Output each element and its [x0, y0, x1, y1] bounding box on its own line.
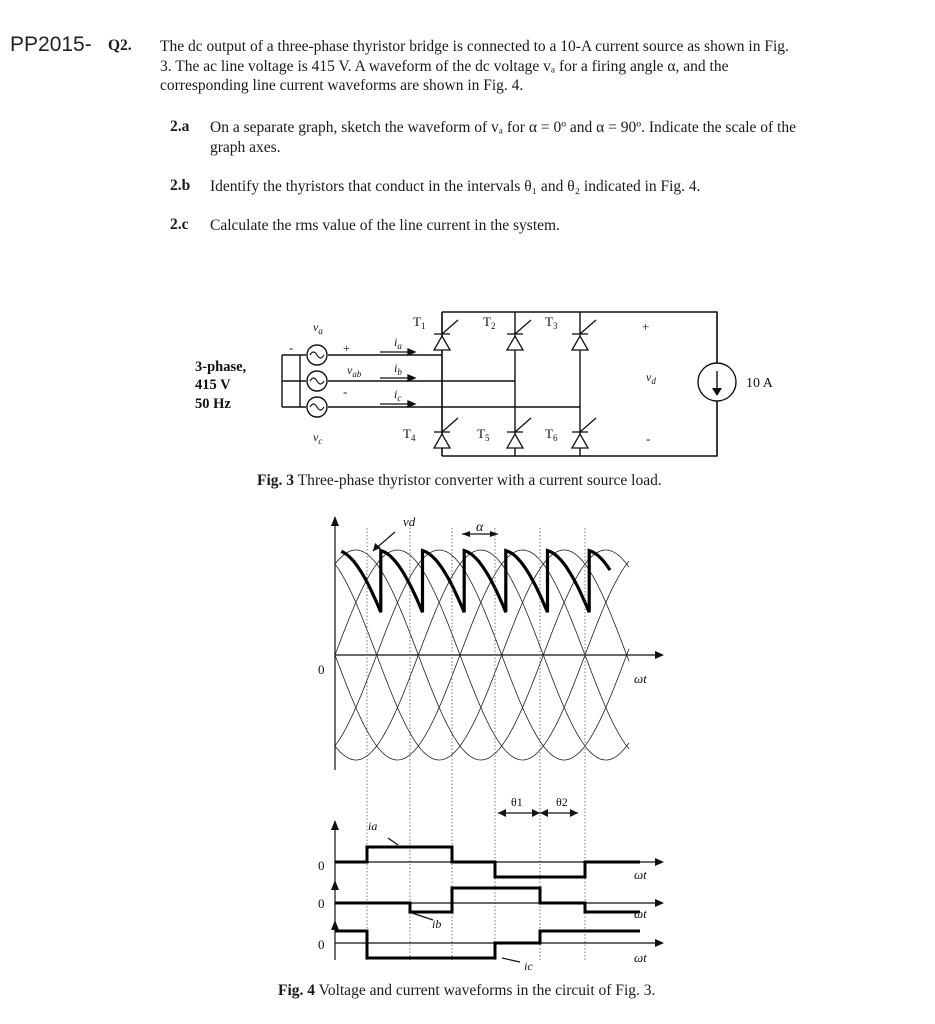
- label-ib: $i_b$: [394, 361, 402, 377]
- part-a-line: graph axes.: [210, 138, 281, 156]
- plus-sign: +: [343, 341, 350, 355]
- label-zero: 0: [318, 896, 325, 911]
- intro-line: corresponding line current waveforms are shown in Fig. 4.: [160, 77, 524, 94]
- ia-axis-arrow: [655, 858, 664, 866]
- label-wt: ωt: [634, 950, 647, 965]
- label-zero: 0: [318, 937, 325, 952]
- part-b-label: 2.b: [170, 177, 191, 194]
- source-voltage: 415 V: [195, 377, 231, 393]
- ia-pointer: [388, 838, 398, 845]
- part-a-label: 2.a: [170, 118, 190, 135]
- vd-waveform: [341, 551, 610, 613]
- caption-text: Voltage and current waveforms in the circuit of Fig. 3.: [315, 982, 656, 999]
- label-T2: $T_2$: [483, 314, 496, 331]
- label-T4: $T_4$: [403, 426, 416, 443]
- caption-label: Fig. 4: [278, 982, 316, 999]
- label-theta2: θ2: [556, 795, 568, 809]
- x-axis-arrow: [655, 651, 664, 659]
- current-axis-arrow: [331, 820, 339, 830]
- label-zero: 0: [318, 858, 325, 873]
- ic-axis-arrow: [655, 939, 664, 947]
- caption-label: Fig. 3: [257, 472, 295, 489]
- label-T5: $T_5$: [477, 426, 490, 443]
- ic-pointer: [502, 958, 520, 962]
- source-title: 3-phase,: [195, 359, 247, 375]
- question-number: Q2.: [108, 37, 132, 54]
- alpha-arrow: [462, 531, 470, 537]
- label-va: $v_a$: [313, 320, 323, 336]
- label-wt: ωt: [634, 671, 647, 686]
- theta-arrow: [540, 809, 548, 817]
- label-vd: $v_d$: [646, 370, 656, 386]
- current-value: 10 A: [746, 376, 773, 391]
- intro-line: The dc output of a three-phase thyristor bridge is connected to a 10-A current source as shown in Fig.: [160, 38, 789, 55]
- label-ic: ic: [524, 959, 533, 973]
- label-zero: 0: [318, 662, 325, 677]
- label-ib: ib: [432, 917, 442, 931]
- minus-sign: -: [646, 431, 651, 446]
- label-vc: $v_c$: [313, 430, 323, 446]
- alpha-arrow: [490, 531, 498, 537]
- caption-text: Three-phase thyristor converter with a current source load.: [294, 472, 662, 489]
- minus-sign: -: [343, 384, 348, 399]
- ib-pointer: [412, 913, 433, 920]
- label-T1: $T_1$: [413, 314, 426, 331]
- theta-arrow: [532, 809, 540, 817]
- part-a-line: On a separate graph, sketch the waveform of vₐ for α = 0º and α = 90º. Indicate the scale of the: [210, 119, 796, 136]
- theta-arrow: [570, 809, 578, 817]
- current-axis-arrow: [331, 920, 339, 930]
- ib-waveform: [335, 888, 640, 912]
- label-T3: $T_3$: [545, 314, 558, 331]
- label-wt: ωt: [634, 906, 647, 921]
- ib-axis-arrow: [655, 899, 664, 907]
- minus-sign: -: [289, 340, 294, 355]
- current-axis-arrow: [331, 880, 339, 890]
- label-theta1: θ1: [511, 795, 523, 809]
- part-b-text: Identify the thyristors that conduct in the intervals θ₁ and θ₂ indicated in Fig. 4.: [210, 178, 701, 195]
- plus-sign: +: [642, 319, 650, 334]
- label-wt: ωt: [634, 867, 647, 882]
- label-T6: $T_6$: [545, 426, 558, 443]
- part-c-text: Calculate the rms value of the line current in the system.: [210, 217, 560, 234]
- figure-4-caption: [278, 982, 655, 1000]
- exam-tag: PP2015-: [10, 33, 92, 56]
- label-alpha: α: [476, 520, 484, 535]
- source-frequency: 50 Hz: [195, 396, 231, 412]
- theta-arrow: [498, 809, 506, 817]
- label-vab: $v_{ab}$: [347, 363, 362, 379]
- label-vd: vd: [403, 514, 416, 529]
- y-axis-arrow: [331, 516, 339, 526]
- label-ia: ia: [368, 819, 378, 833]
- label-ic: $i_c$: [394, 387, 402, 403]
- part-c-label: 2.c: [170, 216, 189, 233]
- label-ia: $i_a$: [394, 335, 402, 351]
- ic-waveform: [335, 931, 640, 958]
- intro-line: 3. The ac line voltage is 415 V. A waveform of the dc voltage vₐ for a firing angle α, and the: [160, 57, 729, 75]
